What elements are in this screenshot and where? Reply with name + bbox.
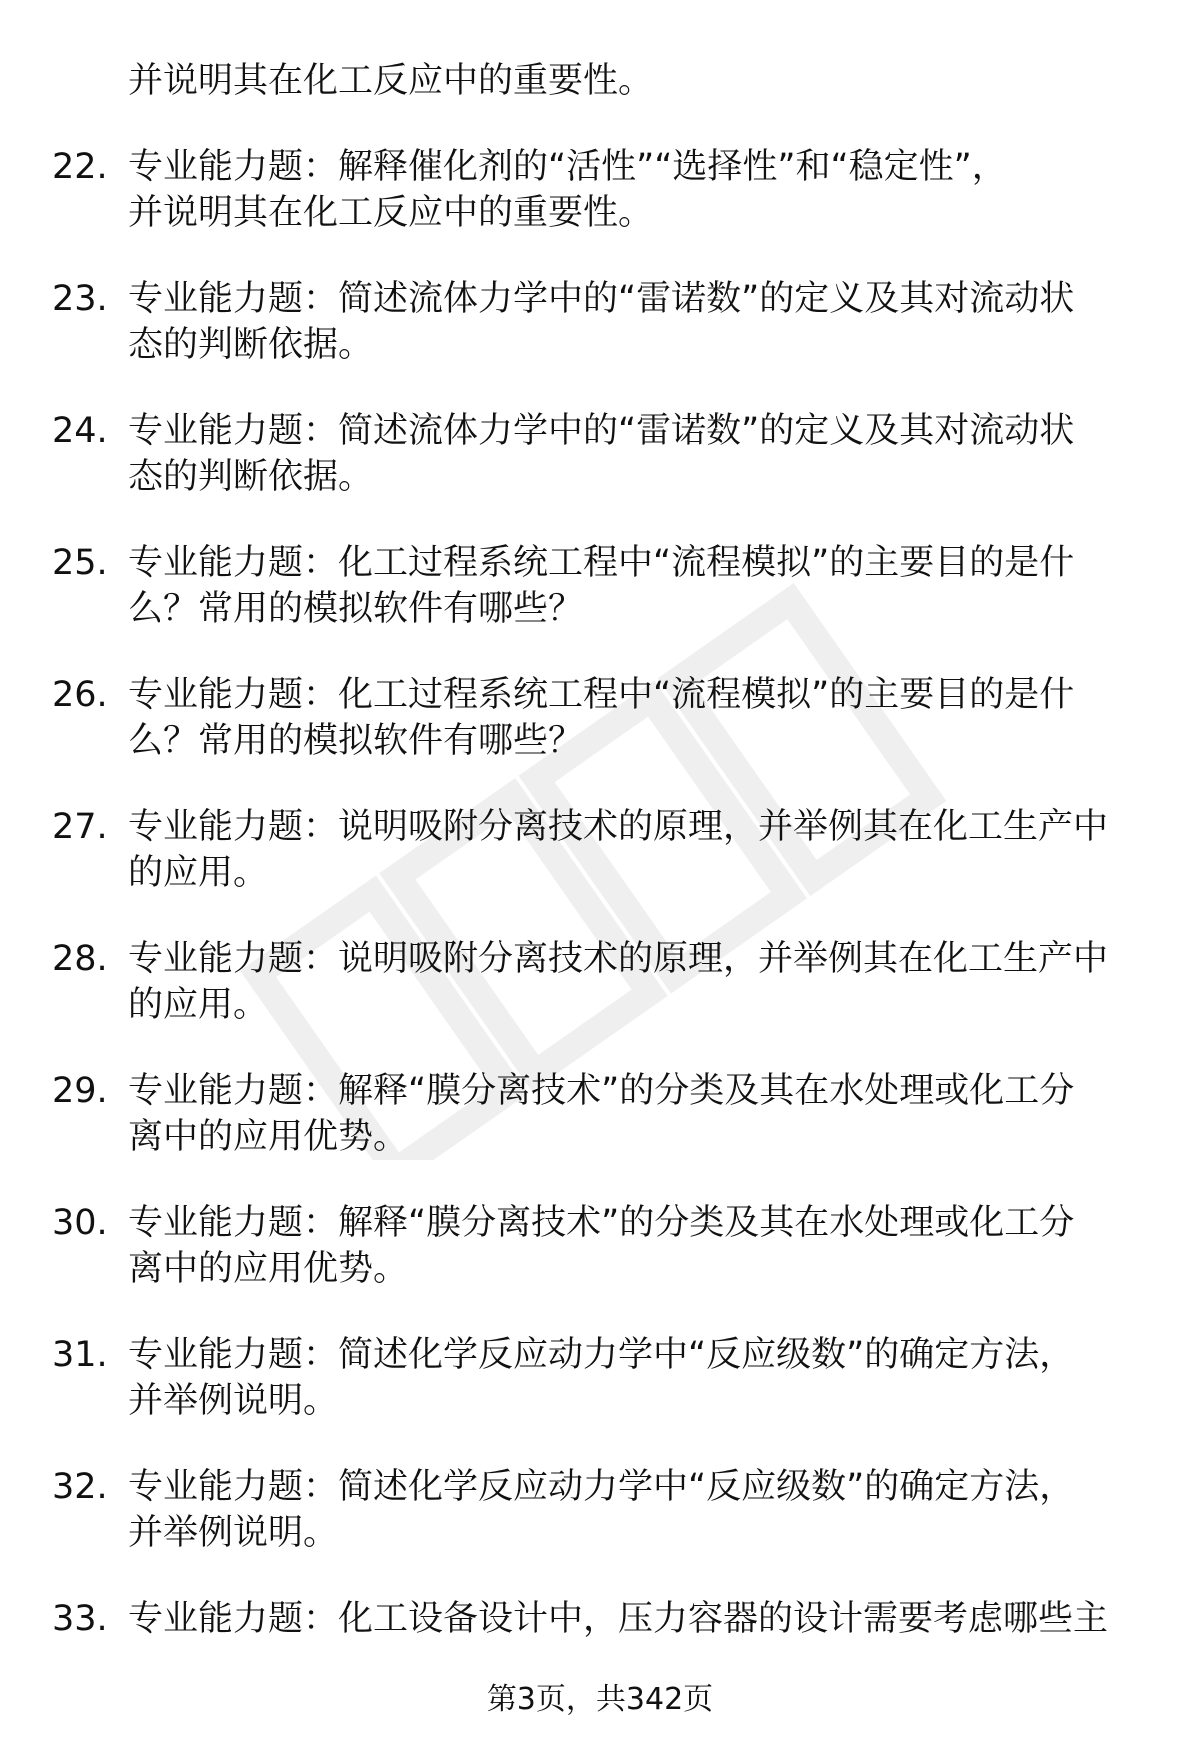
question-number: 29. [52, 1071, 108, 1111]
question-number: 22. [52, 147, 108, 187]
question-number: 32. [52, 1467, 108, 1507]
question-text-line: 并举例说明。 [128, 1513, 339, 1553]
question-text-line: 专业能力题：解释催化剂的“活性”“选择性”和“稳定性”， [128, 147, 1007, 187]
question-text-line: 专业能力题：说明吸附分离技术的原理，并举例其在化工生产中 [128, 807, 1109, 847]
question-number: 23. [52, 279, 108, 319]
page-footer: 第3页，共342页 [486, 1682, 714, 1717]
question-text-line: 么？常用的模拟软件有哪些？ [128, 589, 584, 629]
continuation-text: 并说明其在化工反应中的重要性。 [128, 61, 654, 101]
question-text-line: 专业能力题：化工过程系统工程中“流程模拟”的主要目的是什 [128, 543, 1075, 583]
question-item [0, 144, 1200, 276]
question-text-line: 专业能力题：简述流体力学中的“雷诺数”的定义及其对流动状 [128, 279, 1075, 319]
question-item [0, 672, 1200, 804]
question-text-line: 的应用。 [128, 853, 269, 893]
question-number: 25. [52, 543, 108, 583]
question-text-line: 专业能力题：说明吸附分离技术的原理，并举例其在化工生产中 [128, 939, 1109, 979]
question-text-line: 并举例说明。 [128, 1381, 339, 1421]
question-number: 33. [52, 1599, 108, 1639]
question-text-line: 态的判断依据。 [128, 325, 374, 365]
question-text-line: 么？常用的模拟软件有哪些？ [128, 721, 584, 761]
question-text-line: 态的判断依据。 [128, 457, 374, 497]
question-item [0, 804, 1200, 936]
question-text-line: 专业能力题：化工过程系统工程中“流程模拟”的主要目的是什 [128, 675, 1075, 715]
question-text-line: 专业能力题：简述化学反应动力学中“反应级数”的确定方法， [128, 1467, 1075, 1507]
question-number: 30. [52, 1203, 108, 1243]
question-number: 24. [52, 411, 108, 451]
question-item [0, 936, 1200, 1068]
question-item [0, 276, 1200, 408]
question-text-line: 专业能力题：解释“膜分离技术”的分类及其在水处理或化工分 [128, 1071, 1075, 1111]
question-text-line: 专业能力题：简述流体力学中的“雷诺数”的定义及其对流动状 [128, 411, 1075, 451]
question-number: 28. [52, 939, 108, 979]
question-text-line: 离中的应用优势。 [128, 1117, 409, 1157]
question-text-line: 专业能力题：化工设备设计中，压力容器的设计需要考虑哪些主 [128, 1599, 1109, 1639]
question-item [0, 1332, 1200, 1464]
question-item [0, 540, 1200, 672]
question-number: 26. [52, 675, 108, 715]
question-text-line: 的应用。 [128, 985, 269, 1025]
question-text-line: 离中的应用优势。 [128, 1249, 409, 1289]
question-text-line: 专业能力题：简述化学反应动力学中“反应级数”的确定方法， [128, 1335, 1075, 1375]
question-item [0, 1200, 1200, 1332]
question-number: 31. [52, 1335, 108, 1375]
question-item [0, 1464, 1200, 1596]
question-list [0, 144, 1200, 1728]
question-item [0, 408, 1200, 540]
question-number: 27. [52, 807, 108, 847]
question-text-line: 并说明其在化工反应中的重要性。 [128, 193, 654, 233]
question-item [0, 1068, 1200, 1200]
question-text-line: 专业能力题：解释“膜分离技术”的分类及其在水处理或化工分 [128, 1203, 1075, 1243]
